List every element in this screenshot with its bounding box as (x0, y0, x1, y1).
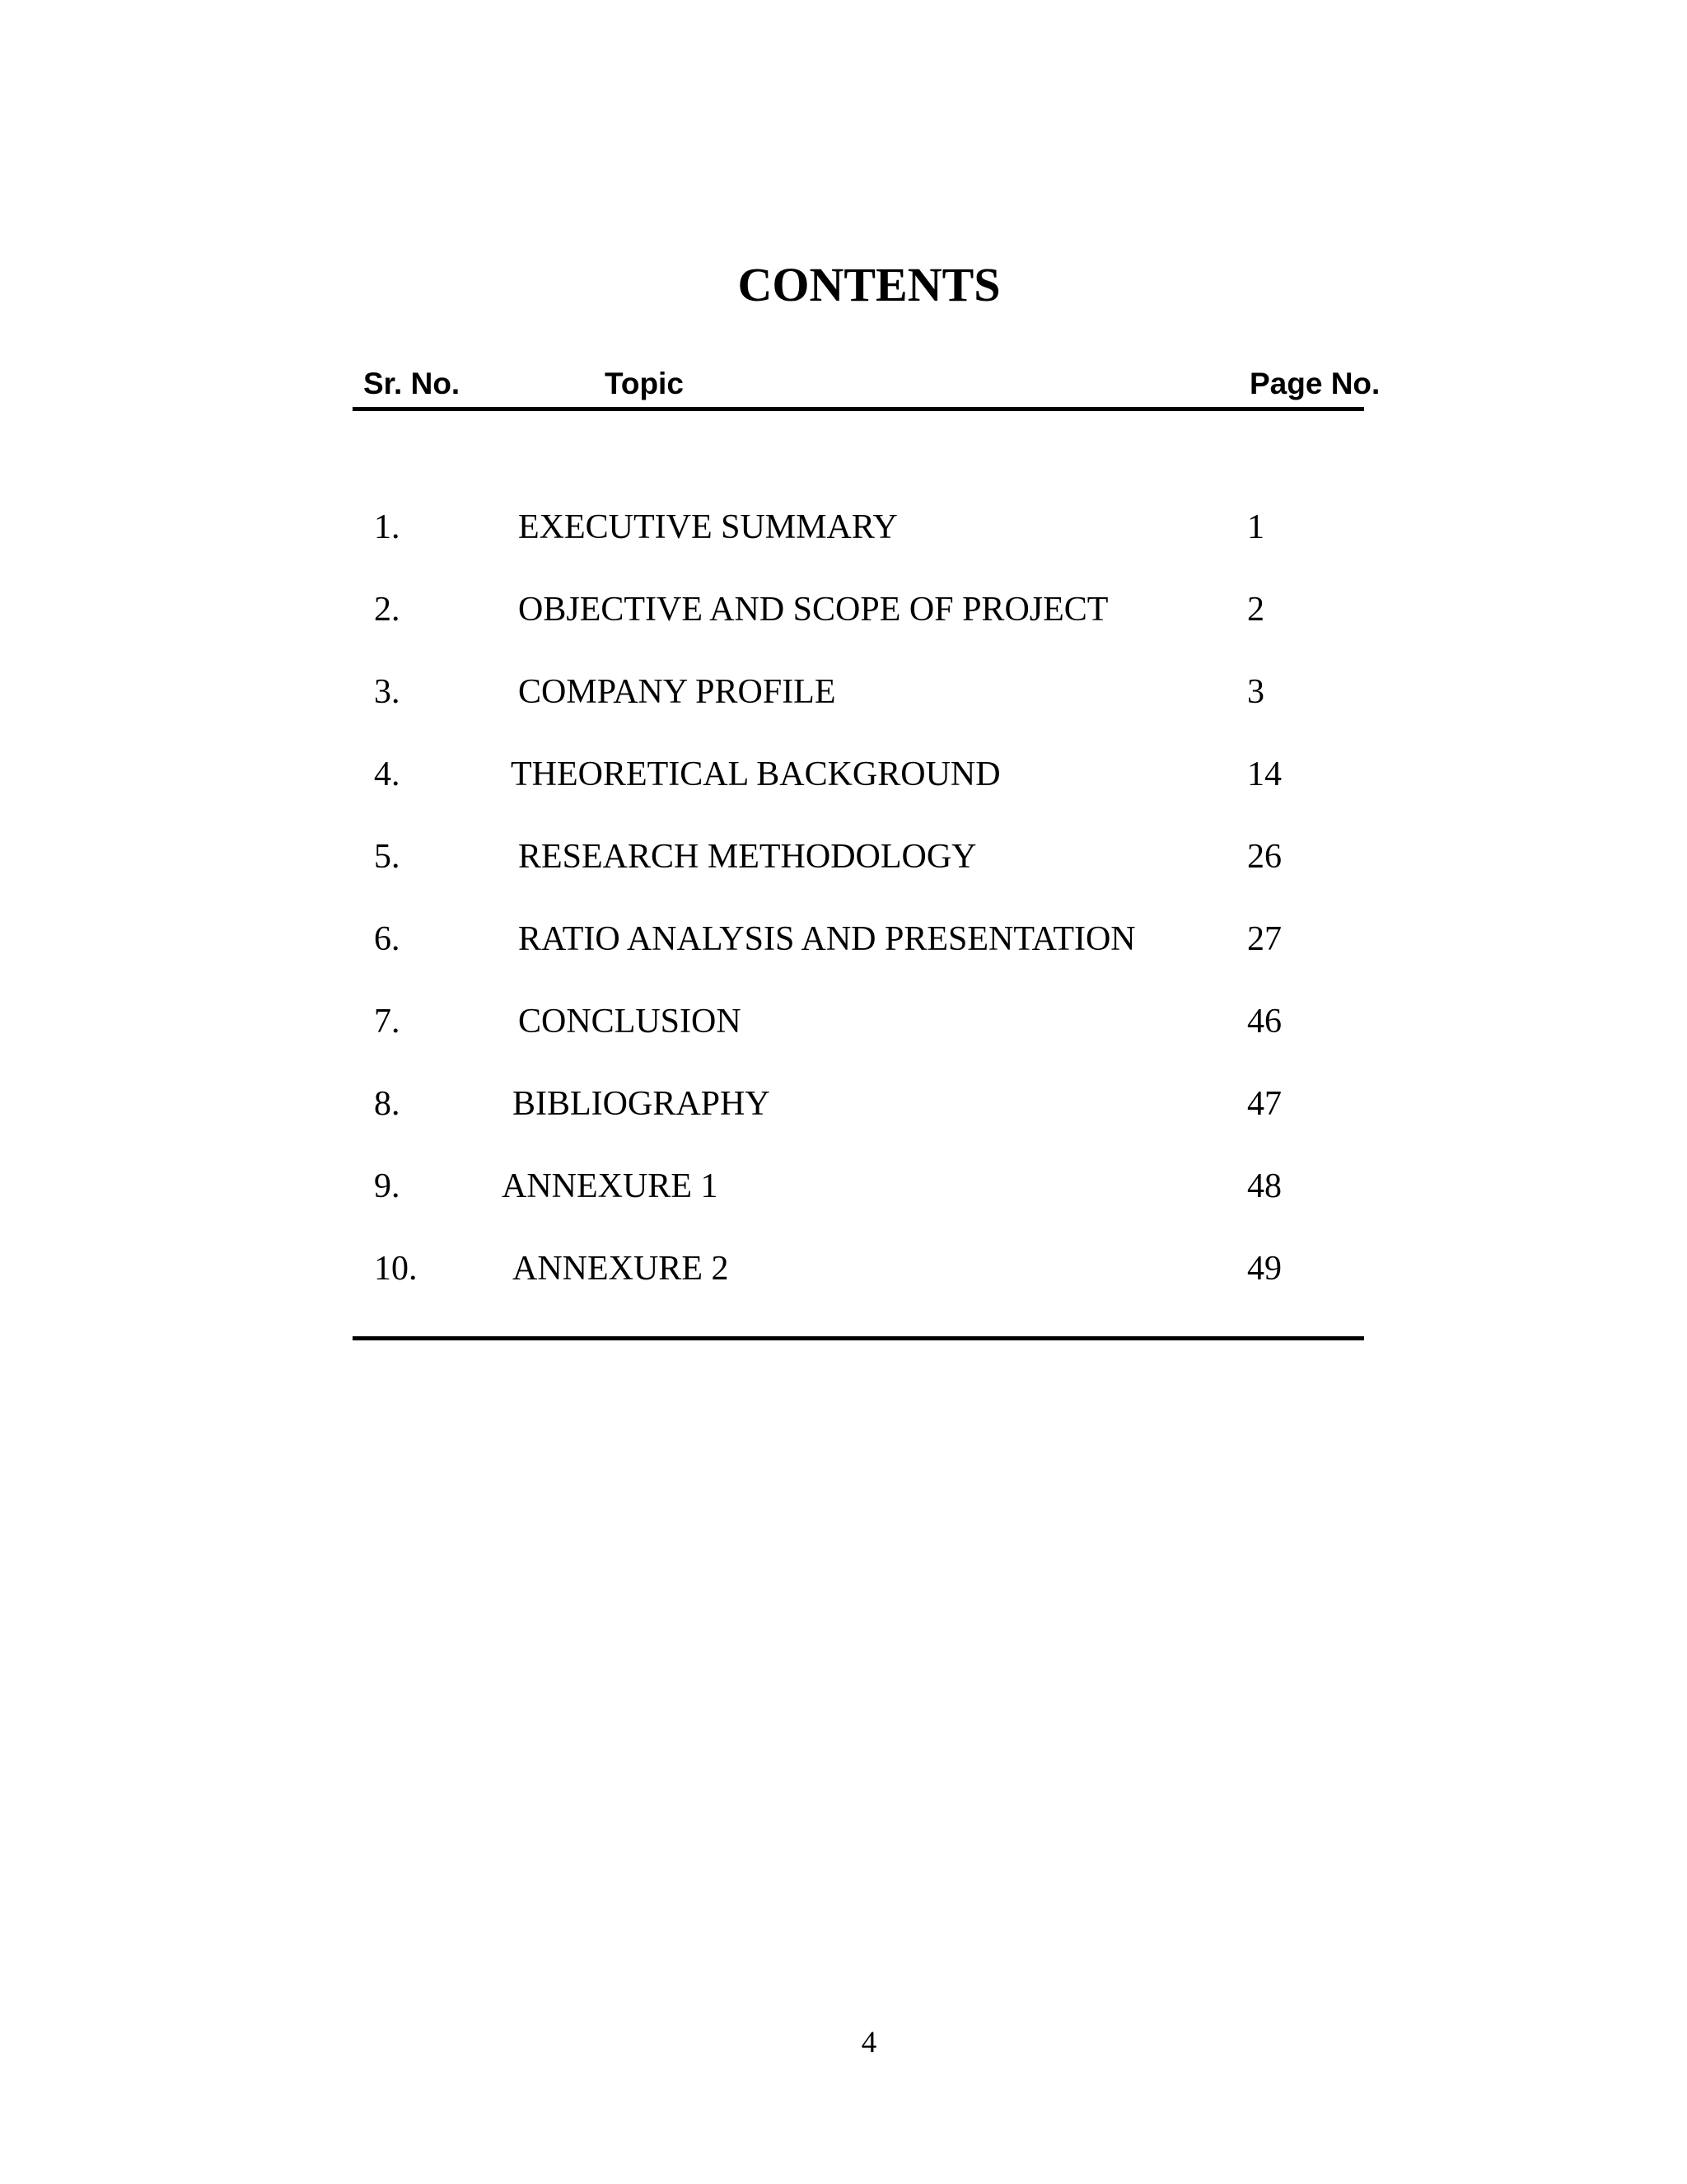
serial-number: 7. (374, 1003, 400, 1041)
serial-number: 9. (374, 1167, 400, 1205)
contents-list (0, 494, 1687, 1318)
serial-number: 3. (374, 673, 400, 711)
page-reference: 2 (1247, 591, 1264, 629)
topic-title: ANNEXURE 1 (502, 1167, 718, 1205)
page-number: 4 (861, 2026, 877, 2060)
topic-title: RATIO ANALYSIS AND PRESENTATION (518, 920, 1136, 958)
contents-row (0, 577, 1687, 659)
contents-row (0, 1153, 1687, 1236)
topic-title: CONCLUSION (518, 1003, 741, 1041)
page-reference: 14 (1247, 755, 1282, 793)
contents-row (0, 906, 1687, 989)
column-header-page-no: Page No. (1250, 367, 1381, 400)
topic-title: OBJECTIVE AND SCOPE OF PROJECT (518, 591, 1109, 629)
page-reference: 49 (1247, 1250, 1282, 1288)
topic-title: EXECUTIVE SUMMARY (518, 508, 898, 546)
topic-title: RESEARCH METHODOLOGY (518, 838, 977, 876)
serial-number: 8. (374, 1085, 400, 1123)
page-reference: 26 (1247, 838, 1282, 876)
contents-row (0, 659, 1687, 741)
header-divider (353, 407, 1364, 411)
serial-number: 10. (374, 1250, 418, 1288)
serial-number: 2. (374, 591, 400, 629)
topic-title: BIBLIOGRAPHY (512, 1085, 770, 1123)
contents-row (0, 824, 1687, 906)
contents-row (0, 1071, 1687, 1153)
topic-title: THEORETICAL BACKGROUND (511, 755, 1001, 793)
serial-number: 5. (374, 838, 400, 876)
page-reference: 46 (1247, 1003, 1282, 1041)
serial-number: 1. (374, 508, 400, 546)
footer-divider (353, 1336, 1364, 1340)
contents-row (0, 494, 1687, 577)
contents-row (0, 989, 1687, 1071)
page-reference: 48 (1247, 1167, 1282, 1205)
page-reference: 27 (1247, 920, 1282, 958)
column-header-topic: Topic (605, 367, 684, 400)
column-header-sr-no: Sr. No. (363, 367, 460, 400)
topic-title: COMPANY PROFILE (518, 673, 836, 711)
contents-row (0, 1236, 1687, 1318)
page-reference: 3 (1247, 673, 1264, 711)
page-title: CONTENTS (737, 258, 1001, 311)
page-reference: 47 (1247, 1085, 1282, 1123)
serial-number: 4. (374, 755, 400, 793)
page-reference: 1 (1247, 508, 1264, 546)
contents-row (0, 741, 1687, 824)
topic-title: ANNEXURE 2 (512, 1250, 729, 1288)
serial-number: 6. (374, 920, 400, 958)
